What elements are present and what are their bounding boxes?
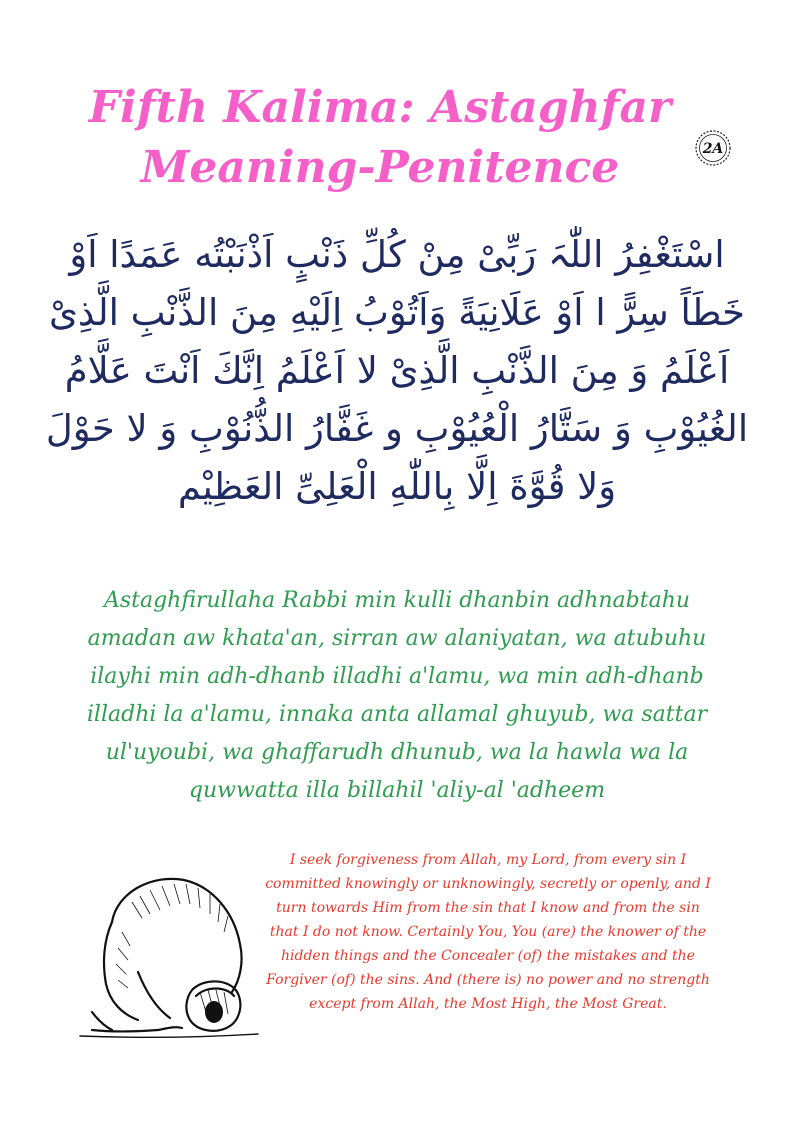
arabic-kalima-text: اسْتَغْفِرُ اللّٰہَ رَبِّىْ مِنْ كُلِّ ذَنْبٍ اَذْنَبْتُه عَمَدًا اَوْ خَطَاً سِرًّ ا اَوْ عَلَانِيَةً وَاَتُوْبُ اِلَيْهِ مِنَ الذَّنْبِ الَّذِىْ اَعْلَمُ وَ مِنَ الذَّنْبِ الَّذِىْ لا اَعْلَمُ اِنَّكَ اَنْتَ عَلَّامُ الغُيُوْبِ وَ سَتَّارُ الْعُيُوْبِ و غَفَّارُ الذُّنُوْبِ وَ لا حَوْلَ وَلا قُوَّةَ اِلَّا بِاللّٰهِ الْعَلِىِّ العَظِيْم (45, 233, 749, 508)
praying-man-prostration-icon (72, 862, 264, 1044)
prostration-illustration (72, 862, 264, 1044)
logo-text: 2A (702, 141, 724, 157)
title-line-1: Fifth Kalima: Astaghfar (88, 82, 672, 133)
title-line-2: Meaning-Penitence (140, 142, 620, 193)
2a-monogram-icon (694, 129, 732, 167)
english-translation-text: I seek forgiveness from Allah, my Lord, from every sin I committed knowingly or unknowingly, secretly or openly, and I turn towards Him from the sin that I know and from the sin that I do not know. Certainly You, You (are) the knower of the hidden things and the Concealer (of) the mistakes and the Forgiver (of) the sins. And (there is) no power and no strength except from Allah, the Most High, the Most Great. (265, 852, 711, 1012)
logo-svg (694, 129, 732, 167)
transliteration-text: Astaghfirullaha Rabbi min kulli dhanbin adhnabtahu amadan aw khata'an, sirran aw alaniyatan, wa atubuhu ilayhi min adh-dhanb illadhi a'lamu, wa min adh-dhanb illadhi la a'lamu, innaka anta allamal ghuyub, wa sattar ul'uyoubi, wa ghaffarudh dhunub, wa la hawla wa la quwwatta illa billahil 'aliy-al 'adheem (86, 588, 708, 803)
page-title (80, 78, 680, 198)
